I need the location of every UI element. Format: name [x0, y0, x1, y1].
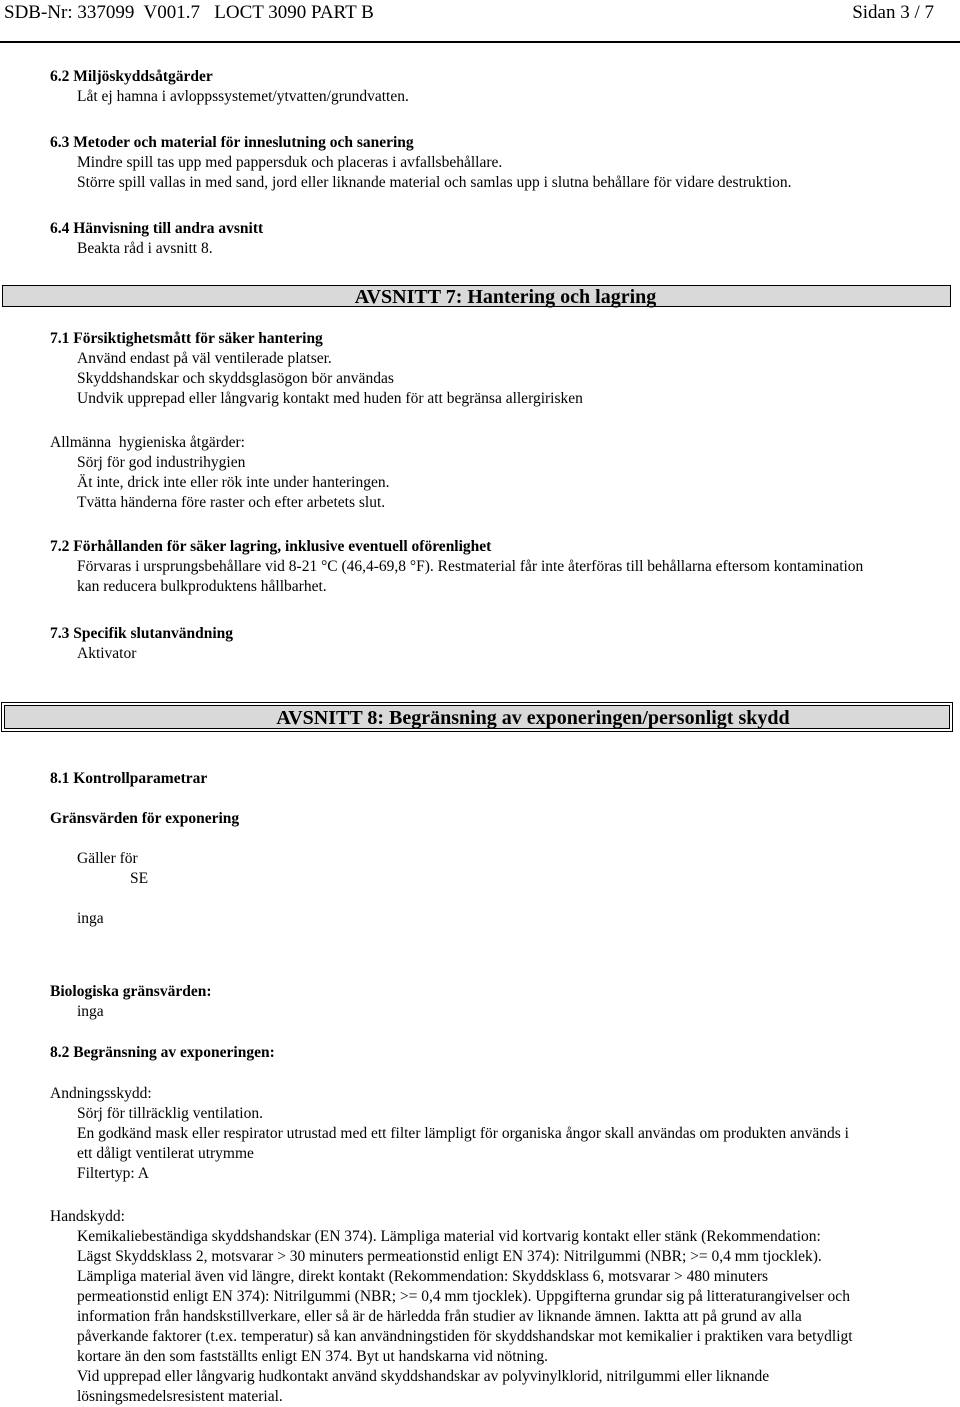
page-header — [0, 0, 960, 26]
hygiene-line: Tvätta händerna före raster och efter arbetets slut. — [77, 494, 386, 511]
section-8-title: AVSNITT 8: Begränsning av exponeringen/personligt skydd — [276, 707, 790, 729]
text-6-3-line: Mindre spill tas upp med pappersduk och placeras i avfallsbehållare. — [77, 154, 503, 171]
text-7-1-line: Undvik upprepad eller långvarig kontakt med huden för att begränsa allergirisken — [77, 390, 583, 407]
hand-protection-line: information från handskstillverkare, eller så är de härledda från studier av liknande ämnen. Iaktta att på grund av alla — [77, 1308, 802, 1325]
document-id: SDB-Nr: 337099 V001.7 LOCT 3090 PART B — [4, 2, 374, 23]
text-6-2-line: Låt ej hamna i avloppssystemet/ytvatten/grundvatten. — [77, 88, 409, 105]
hand-protection-label: Handskydd: — [50, 1208, 125, 1225]
text-6-3-line: Större spill vallas in med sand, jord eller liknande material och samlas upp i slutna behållare för vidare destruktion. — [77, 174, 792, 191]
respiratory-label: Andningsskydd: — [50, 1085, 152, 1102]
hand-protection-line: permeationstid enligt EN 374): Nitrilgummi (NBR; >= 0,4 mm tjocklek). Uppgifterna grundar sig på litteraturangivelser och — [77, 1288, 850, 1305]
section-8-title-bar — [4, 705, 950, 729]
text-7-1-line: Använd endast på väl ventilerade platser. — [77, 350, 332, 367]
applies-label: Gäller för — [77, 850, 138, 867]
hand-protection-line: kortare än den som fastställts enligt EN 374. Byt ut handskarna vid nötning. — [77, 1348, 548, 1365]
header-divider — [0, 41, 960, 43]
heading-8-2: 8.2 Begränsning av exponeringen: — [50, 1044, 275, 1061]
bio-heading: Biologiska gränsvärden: — [50, 983, 212, 1000]
section-7-title-bar — [2, 285, 951, 307]
text-7-1-line: Skyddshandskar och skyddsglasögon bör användas — [77, 370, 394, 387]
text-7-2-line: kan reducera bulkproduktens hållbarhet. — [77, 578, 327, 595]
respiratory-line: Sörj för tillräcklig ventilation. — [77, 1105, 263, 1122]
hygiene-line: Ät inte, drick inte eller rök inte under hanteringen. — [77, 474, 390, 491]
heading-7-2: 7.2 Förhållanden för säker lagring, inklusive eventuell oförenlighet — [50, 538, 492, 555]
applies-value: SE — [130, 870, 149, 887]
hand-protection-line: Lägst Skyddsklass 2, motsvarar > 30 minuters permeationstid enligt EN 374): Nitrilgummi (NBR; >= 0,4 mm tjocklek). — [77, 1248, 822, 1265]
hygiene-label: Allmänna hygieniska åtgärder: — [50, 434, 245, 451]
hand-protection-line: lösningsmedelsresistent material. — [77, 1388, 283, 1405]
hand-protection-line: Lämpliga material även vid längre, direkt kontakt (Rekommendation: Skyddsklass 6, motsvarar > 480 minuters — [77, 1268, 769, 1285]
heading-7-3: 7.3 Specifik slutanvändning — [50, 625, 234, 642]
limits-value: inga — [77, 910, 104, 927]
heading-6-2: 6.2 Miljöskyddsåtgärder — [50, 68, 213, 85]
hand-protection-line: Vid upprepad eller långvarig hudkontakt använd skyddshandskar av polyvinylklorid, nitrilgummi eller liknande — [77, 1368, 770, 1385]
hand-protection-line: påverkande faktorer (t.ex. temperatur) så kan användningstiden för skyddshandskar mot kemikalier i praktiken vara betydligt — [77, 1328, 853, 1345]
heading-7-1: 7.1 Försiktighetsmått för säker hantering — [50, 330, 323, 347]
limits-heading: Gränsvärden för exponering — [50, 810, 240, 827]
heading-8-1: 8.1 Kontrollparametrar — [50, 770, 208, 787]
heading-6-3: 6.3 Metoder och material för inneslutning och sanering — [50, 134, 414, 151]
heading-6-4: 6.4 Hänvisning till andra avsnitt — [50, 220, 264, 237]
page-number: Sidan 3 / 7 — [852, 2, 934, 23]
hygiene-line: Sörj för god industrihygien — [77, 454, 246, 471]
text-7-2-line: Förvaras i ursprungsbehållare vid 8-21 °C (46,4-69,8 °F). Restmaterial får inte återföras till behållarna eftersom kontamination — [77, 558, 864, 575]
respiratory-line: Filtertyp: A — [77, 1165, 149, 1182]
respiratory-line: ett dåligt ventilerat utrymme — [77, 1145, 254, 1162]
bio-value: inga — [77, 1003, 104, 1020]
section-7-title: AVSNITT 7: Hantering och lagring — [354, 286, 657, 308]
text-7-3-line: Aktivator — [77, 645, 137, 662]
text-6-4-line: Beakta råd i avsnitt 8. — [77, 240, 213, 257]
respiratory-line: En godkänd mask eller respirator utrustad med ett filter lämpligt för organiska ångor skall användas om produkten används i — [77, 1125, 849, 1142]
hand-protection-line: Kemikaliebeständiga skyddshandskar (EN 374). Lämpliga material vid kortvarig kontakt eller stänk (Rekommendation: — [77, 1228, 821, 1245]
